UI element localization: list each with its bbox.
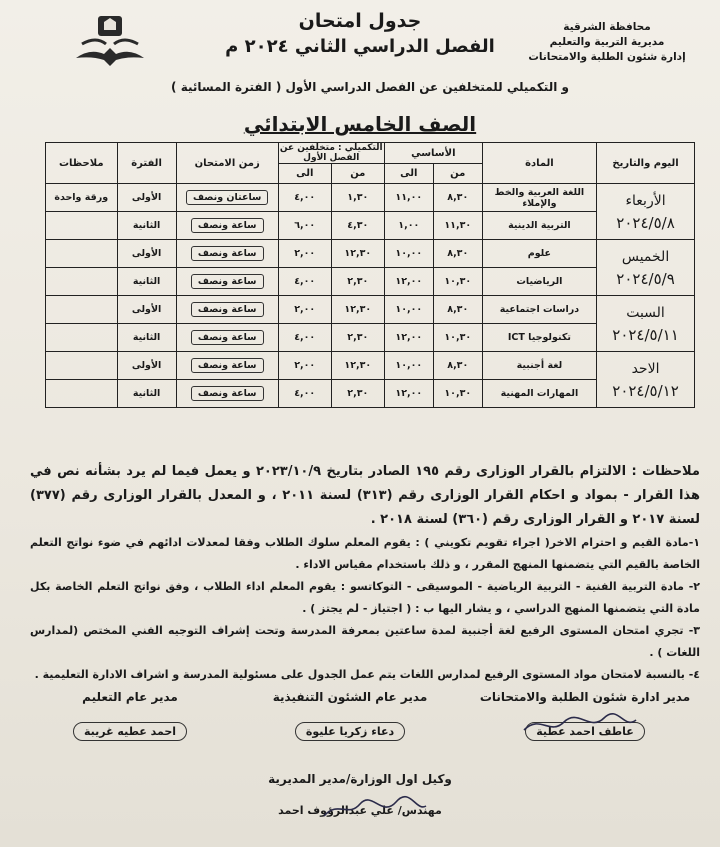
period-cell: الأولى	[117, 184, 176, 212]
basic-from-cell: ٨,٣٠	[433, 296, 482, 324]
supp-from-cell: ١,٣٠	[331, 184, 384, 212]
note-cell	[46, 352, 118, 380]
eagle-emblem-icon	[70, 14, 150, 70]
period-cell: الأولى	[117, 352, 176, 380]
subject-cell: المهارات المهنية	[482, 380, 596, 408]
table-row	[46, 240, 695, 268]
handwritten-signature-icon	[520, 710, 640, 740]
col-subject: المادة	[482, 143, 596, 184]
col-supp-from: من	[331, 164, 384, 184]
duration-value: ساعة ونصف	[191, 330, 264, 345]
doc-subtitle: و التكميلي للمتخلفين عن الفصل الدراسي الأول ( الفترة المسائية )	[171, 80, 569, 94]
basic-to-cell: ١,٠٠	[384, 212, 433, 240]
day-cell	[597, 184, 695, 240]
duration-value: ساعة ونصف	[191, 246, 264, 261]
notes-section	[30, 460, 700, 686]
supp-to-cell: ٤,٠٠	[278, 184, 331, 212]
signature-title: مدير عام الشئون التنفيذية	[272, 690, 428, 704]
handwritten-signature-icon	[320, 794, 430, 824]
col-supplementary: التكميلي : متخلفين عن الفصل الأول	[279, 143, 383, 163]
duration-cell	[176, 380, 278, 408]
signature-title: وكيل اول الوزارة/مدير المديرية	[268, 772, 452, 786]
day-cell	[597, 352, 695, 408]
duration-value: ساعة ونصف	[191, 302, 264, 317]
duration-cell	[176, 184, 278, 212]
supp-to-cell: ٤,٠٠	[278, 324, 331, 352]
basic-to-cell: ١٢,٠٠	[384, 324, 433, 352]
basic-to-cell: ١٠,٠٠	[384, 296, 433, 324]
duration-value: ساعة ونصف	[191, 218, 264, 233]
duration-cell	[176, 240, 278, 268]
note-cell	[46, 240, 118, 268]
note-cell: ورقة واحدة	[46, 184, 118, 212]
col-duration: زمن الامتحان	[176, 143, 278, 184]
basic-to-cell: ١١,٠٠	[384, 184, 433, 212]
subject-cell: الرياضيات	[482, 268, 596, 296]
day-name: الاحد	[631, 360, 660, 377]
day-date: ٢٠٢٤/٥/١١	[612, 325, 679, 344]
basic-from-cell: ١١,٣٠	[433, 212, 482, 240]
subject-cell: علوم	[482, 240, 596, 268]
note-item: ١-مادة القيم و احترام الاخر( اجراء تقويم تكويني ) : يقوم المعلم سلوك الطلاب وفقا لمعدلات ادائهم في ضوء نواتج التعلم الخاصة بالقيم التي يتضمنها المنهج المقرر ، و ذلك باستخدام مقياس الاداء .	[30, 536, 700, 571]
subject-cell: دراسات اجتماعية	[482, 296, 596, 324]
notes-intro: ملاحظات : الالتزام بالقرار الوزارى رقم ١٩٥ الصادر بتاريخ ٢٠٢٣/١٠/٩ و يعمل فيما لم يرد بشأنه نص في هذا القرار - بمواد و احكام القرار الوزارى رقم (٣١٣) لسنة ٢٠١١ ، و المعدل بالقرار الوزارى رقم (٣٧٧) لسنة ٢٠١٧ و القرار الوزارى رقم (٣٦٠) لسنة ٢٠١٨ .	[30, 464, 700, 527]
supp-from-cell: ٢,٣٠	[331, 324, 384, 352]
subject-cell: اللغة العربية والخط والإملاء	[482, 184, 596, 212]
authority-block	[522, 20, 692, 65]
signatures-section	[20, 690, 700, 840]
duration-value: ساعتان ونصف	[186, 190, 268, 205]
supp-from-cell: ٤,٣٠	[331, 212, 384, 240]
day-name: السبت	[626, 304, 665, 321]
signature-name: عاطف احمد عطية	[525, 722, 645, 741]
note-cell	[46, 268, 118, 296]
col-notes: ملاحظات	[46, 143, 118, 184]
table-header-row	[46, 143, 695, 164]
subject-cell: التربية الدينية	[482, 212, 596, 240]
supp-from-cell: ١٢,٣٠	[331, 296, 384, 324]
department: إدارة شئون الطلبة والامتحانات	[528, 51, 686, 63]
note-item: ٤- بالنسبة لامتحان مواد المستوى الرفيع لمدارس اللغات يتم عمل الجدول على مسئولية المدرسة و اشراف الادارة التعليمية .	[34, 668, 700, 681]
col-period: الفترة	[117, 143, 176, 184]
col-day: اليوم والتاريخ	[597, 143, 695, 184]
period-cell: الثانية	[117, 212, 176, 240]
signature-name: مهندس/ علي عبدالرؤوف احمد	[278, 804, 442, 817]
basic-to-cell: ١٢,٠٠	[384, 268, 433, 296]
basic-from-cell: ١٠,٣٠	[433, 268, 482, 296]
day-date: ٢٠٢٤/٥/٨	[616, 213, 675, 232]
basic-from-cell: ١٠,٣٠	[433, 380, 482, 408]
day-cell	[597, 240, 695, 296]
signature-title: مدير ادارة شئون الطلبة والامتحانات	[479, 690, 691, 704]
period-cell: الأولى	[117, 296, 176, 324]
signature-education-director	[40, 690, 220, 741]
duration-value: ساعة ونصف	[191, 358, 264, 373]
term-title: الفصل الدراسي الثاني ٢٠٢٤ م	[225, 36, 495, 57]
period-cell: الثانية	[117, 380, 176, 408]
subject-cell: تكنولوجيا ICT	[482, 324, 596, 352]
day-cell	[597, 296, 695, 352]
signature-name: احمد عطيه غريبة	[73, 722, 187, 741]
duration-cell	[176, 352, 278, 380]
supp-to-cell: ٤,٠٠	[278, 268, 331, 296]
period-cell: الأولى	[117, 240, 176, 268]
supp-to-cell: ٦,٠٠	[278, 212, 331, 240]
note-item: ٣- تجري امتحان المستوى الرفيع لغة أجنبية لمدة ساعتين بمعرفة المدرسة وتحت إشراف التوجيه الفني المختص (لمدارس اللغات ) .	[30, 624, 700, 659]
supp-to-cell: ٢,٠٠	[278, 240, 331, 268]
directorate: مديرية التربية والتعليم	[549, 36, 665, 48]
subject-cell: لغة أجنبية	[482, 352, 596, 380]
signature-title: مدير عام التعليم	[82, 690, 178, 704]
basic-from-cell: ١٠,٣٠	[433, 324, 482, 352]
basic-from-cell: ٨,٣٠	[433, 352, 482, 380]
duration-cell	[176, 268, 278, 296]
col-basic-to: الى	[384, 164, 433, 184]
duration-cell	[176, 296, 278, 324]
duration-cell	[176, 212, 278, 240]
signature-executive-affairs	[250, 690, 450, 741]
note-cell	[46, 296, 118, 324]
day-name: الخميس	[621, 248, 670, 265]
note-cell	[46, 380, 118, 408]
note-item: ٢- مادة التربية الفنية - التربية الرياضية - الموسيقى - التوكاتسو : يقوم المعلم اداء الطلاب ، وفق نواتج التعلم الخاصة بكل مادة التي يتضمنها المنهج الدراسي ، و يشار اليها ب : ( اجتياز - لم يجتز ) .	[30, 580, 700, 615]
period-cell: الثانية	[117, 324, 176, 352]
supp-from-cell: ١٢,٣٠	[331, 240, 384, 268]
supp-to-cell: ٢,٠٠	[278, 352, 331, 380]
basic-from-cell: ٨,٣٠	[433, 240, 482, 268]
col-supp-to: الى	[278, 164, 331, 184]
duration-value: ساعة ونصف	[191, 386, 264, 401]
grade-title: الصف الخامس الابتدائي	[243, 112, 477, 136]
duration-value: ساعة ونصف	[191, 274, 264, 289]
period-cell: الثانية	[117, 268, 176, 296]
supp-to-cell: ٢,٠٠	[278, 296, 331, 324]
day-name: الأربعاء	[625, 192, 666, 209]
col-basic-from: من	[433, 164, 482, 184]
title-block	[210, 8, 510, 60]
supp-from-cell: ٢,٣٠	[331, 268, 384, 296]
table-row	[46, 296, 695, 324]
basic-to-cell: ١٢,٠٠	[384, 380, 433, 408]
signature-name: دعاء زكريا عليوة	[295, 722, 405, 741]
supp-to-cell: ٤,٠٠	[278, 380, 331, 408]
table-row	[46, 352, 695, 380]
basic-to-cell: ١٠,٠٠	[384, 352, 433, 380]
basic-from-cell: ٨,٣٠	[433, 184, 482, 212]
exam-schedule-table	[45, 142, 695, 408]
table-row	[46, 184, 695, 212]
duration-cell	[176, 324, 278, 352]
note-cell	[46, 324, 118, 352]
col-basic: الأساسي	[384, 143, 482, 164]
basic-to-cell: ١٠,٠٠	[384, 240, 433, 268]
governorate: محافظة الشرقية	[563, 21, 651, 33]
note-cell	[46, 212, 118, 240]
day-date: ٢٠٢٤/٥/٩	[616, 269, 675, 288]
doc-title: جدول امتحان	[298, 10, 422, 32]
supp-from-cell: ٢,٣٠	[331, 380, 384, 408]
supp-from-cell: ١٢,٣٠	[331, 352, 384, 380]
day-date: ٢٠٢٤/٥/١٢	[612, 381, 679, 400]
